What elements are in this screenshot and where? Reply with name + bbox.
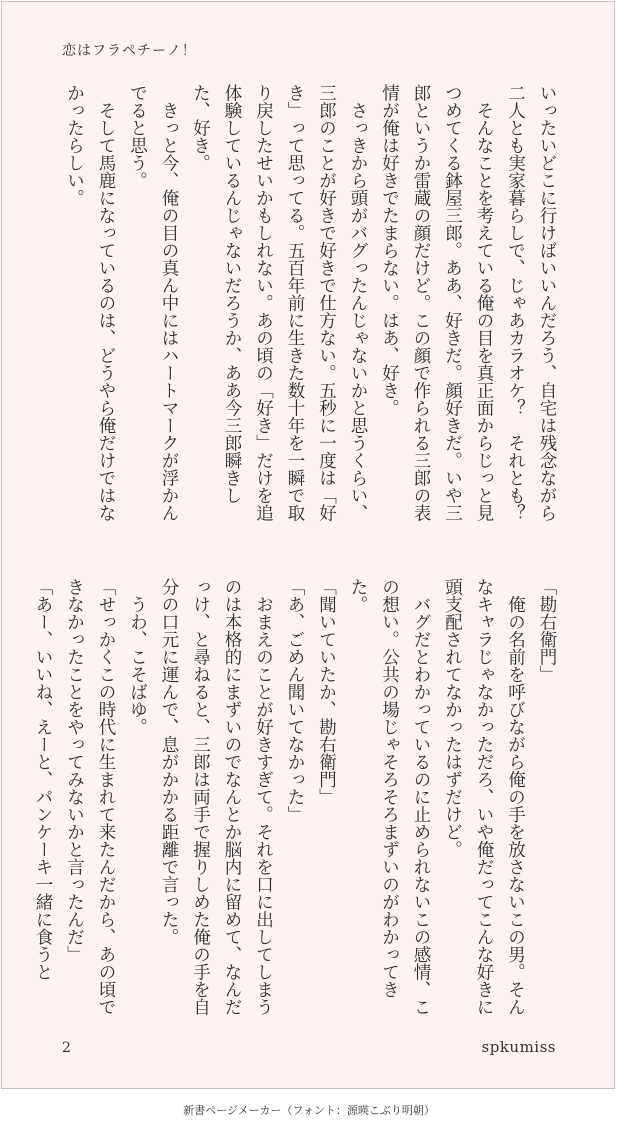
- text-column-top: いったいどこに行けばいいんだろう、自宅は残念ながら二人とも実家暮らしで、じゃあカラオケ？ それとも？ そんなことを考えている俺の目を真正面からじっと見つめてくる鉢屋三郎。ああ、好きだ。顔好きだ。いや三郎というか雷蔵の顔だけど。この顔で作られる三郎の表情が俺は好きでたまらない。はあ、好き。 さっきから頭がバグったんじゃないかと思うくらい、三郎のことが好きで好きで仕方ない。五秒に一度は「好き」って思ってる。五百年前に生きた数十年を一瞬で取り戻したせいかもしれない。あの頃の「好き」だけを追体験しているんじゃないだろうか、ああ今三郎瞬きした、好き。 きっと今、俺の目の真ん中にはハートマークが浮かんでると思う。 そして馬鹿になっているのは、どうやら俺だけではなかったらしい。: [64, 84, 557, 522]
- author-name: spkumiss: [481, 1038, 556, 1056]
- page-number: 2: [62, 1040, 71, 1056]
- page-title: 恋はフラペチーノ！: [62, 43, 197, 59]
- generator-credit: 新書ページメーカー（フォント：源暎こぶり明朝）: [183, 1104, 435, 1117]
- text-column-bottom: 「勘右衛門」 俺の名前を呼びながら俺の手を放さないこの男。そんなキャラじゃなかっただろ、いや俺だってこんな好きに頭支配されてなかったはずだけど。 バグだとわかっているのに止められないこの感情、この想い。公共の場じゃそろそろまずいのがわかってきた。 「聞いていたか、勘右衛門」 「あ、ごめん聞いてなかった」 おまえのことが好きすぎて。それを口に出してしまうのは本格的にまずいのでなんとか脳内に留めて、なんだっけ、と尋ねると、三郎は両手で握りしめた俺の手を自分の口元に運んで、息がかかる距離で言った。 うわ、こそばゆ。 「せっかくこの時代に生まれて来たんだから、あの頃できなかったことをやってみないかと言ったんだ」 「あー、いいね、えーと、パンケーキ一緒に食うと: [33, 578, 557, 1016]
- book-page: [1, 1, 615, 1089]
